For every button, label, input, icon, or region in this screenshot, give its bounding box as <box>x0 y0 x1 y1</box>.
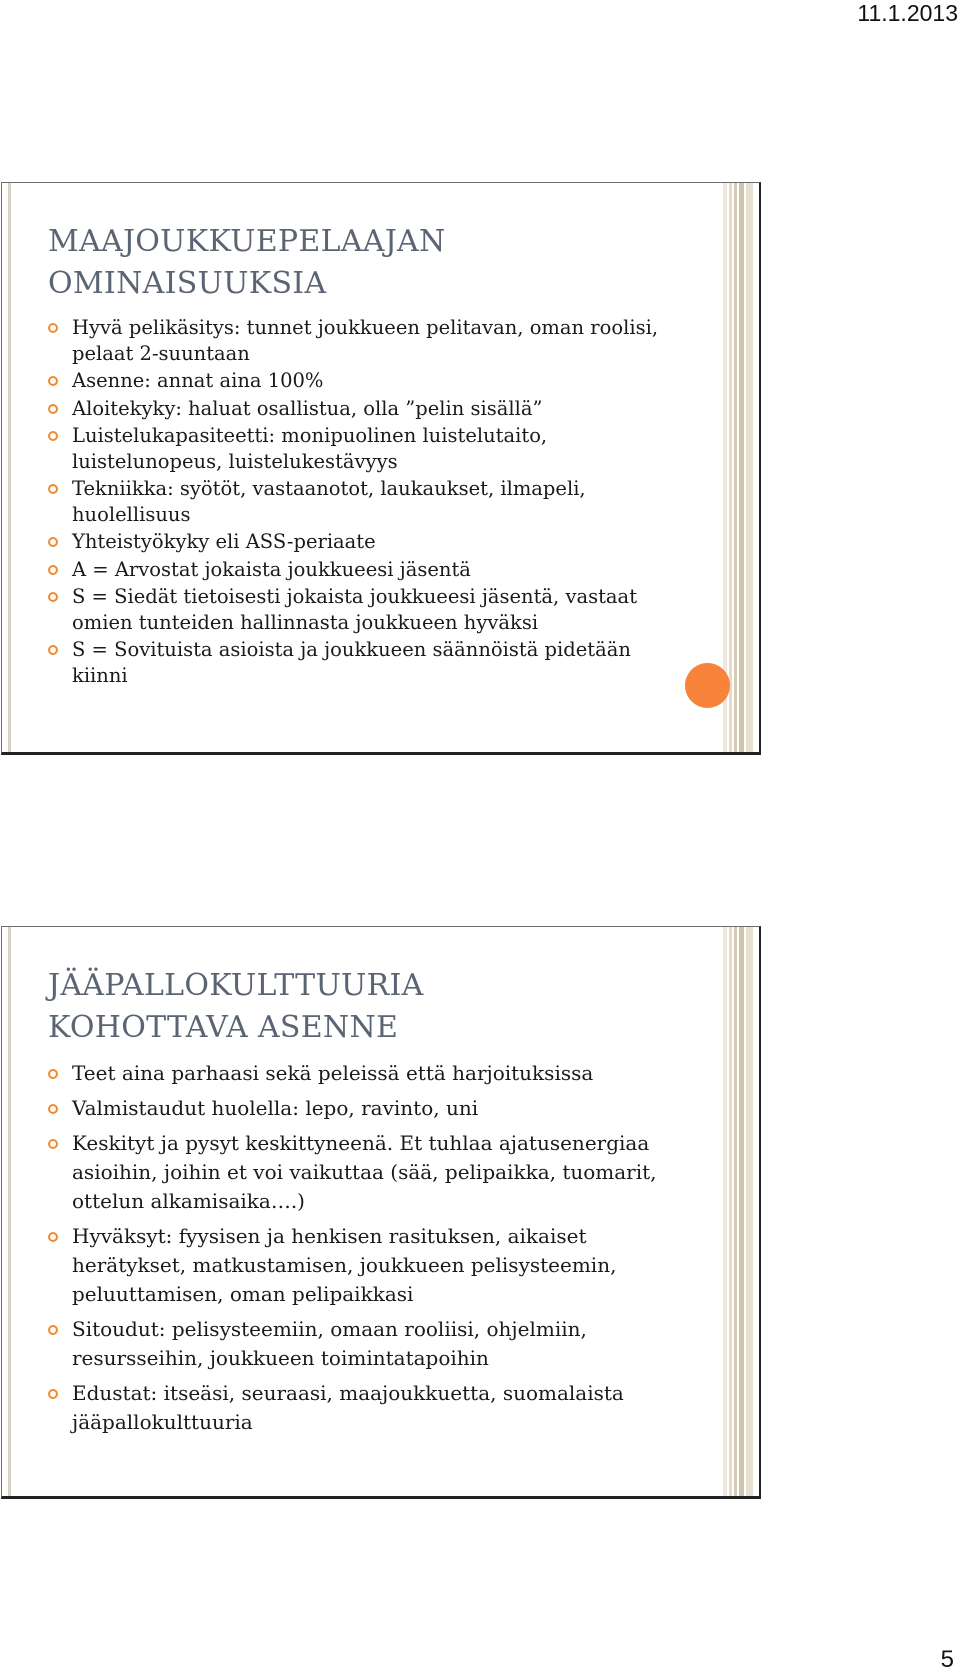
list-item <box>48 584 678 635</box>
orange-dot-icon <box>685 663 730 708</box>
decorative-stripes <box>723 927 753 1496</box>
list-item-text: Asenne: annat aina 100% <box>72 369 324 392</box>
bullet-list <box>48 1059 678 1443</box>
list-item-text: A = Arvostat jokaista joukkueesi jäsentä <box>72 557 471 581</box>
slide-title <box>48 965 688 1049</box>
list-item <box>48 557 678 583</box>
bullet-circle-icon <box>48 1389 58 1399</box>
bullet-list <box>48 315 678 690</box>
list-item <box>48 1129 678 1216</box>
bullet-circle-icon <box>48 1104 58 1114</box>
decorative-stripes <box>723 183 753 752</box>
list-item-text: Yhteistyökyky eli ASS-periaate <box>72 530 376 553</box>
list-item <box>48 1315 678 1373</box>
bullet-circle-icon <box>48 537 58 547</box>
list-item <box>48 396 678 422</box>
list-item-text: Hyvä pelikäsitys: tunnet joukkueen pelitavan, oman roolisi, pelaat 2-suuntaan <box>72 316 659 365</box>
list-item <box>48 423 678 474</box>
list-item <box>48 476 678 527</box>
list-item <box>48 637 678 688</box>
slide-2 <box>1 926 761 1499</box>
slide-title-line: JÄÄPALLOKULTTUURIA <box>48 968 424 1003</box>
list-item <box>48 1222 678 1309</box>
list-item-text: Luistelukapasiteetti: monipuolinen luistelutaito, luistelunopeus, luistelukestävyys <box>72 424 548 473</box>
bullet-circle-icon <box>48 592 58 602</box>
list-item-text: Teet aina parhaasi sekä peleissä että harjoituksissa <box>72 1061 594 1085</box>
list-item-text: Tekniikka: syötöt, vastaanotot, laukaukset, ilmapeli, huolellisuus <box>72 477 586 526</box>
list-item-text: Aloitekyky: haluat osallistua, olla ”pelin sisällä” <box>72 396 543 420</box>
bullet-circle-icon <box>48 376 58 386</box>
slide-title-line: MAAJOUKKUEPELAAJAN <box>48 224 446 259</box>
slide-title-line: OMINAISUUKSIA <box>48 266 327 301</box>
list-item-text: S = Siedät tietoisesti jokaista joukkueesi jäsentä, vastaat omien tunteiden hallinnasta joukkueen hyväksi <box>72 585 638 634</box>
slide-title-line: KOHOTTAVA ASENNE <box>48 1010 399 1045</box>
page-number: 5 <box>940 1646 954 1673</box>
list-item-text: Hyväksyt: fyysisen ja henkisen rasituksen, aikaiset herätykset, matkustamisen, joukkueen pelisysteemin, peluuttamisen, oman pelipaikkasi <box>72 1224 617 1306</box>
bullet-circle-icon <box>48 1232 58 1242</box>
bullet-circle-icon <box>48 565 58 575</box>
bullet-circle-icon <box>48 484 58 494</box>
bullet-circle-icon <box>48 1139 58 1149</box>
bullet-circle-icon <box>48 404 58 414</box>
list-item-text: Valmistaudut huolella: lepo, ravinto, uni <box>72 1096 479 1120</box>
list-item <box>48 1059 678 1088</box>
bullet-circle-icon <box>48 1069 58 1079</box>
list-item-text: Sitoudut: pelisysteemiin, omaan rooliisi, ohjelmiin, resursseihin, joukkueen toimintatapoihin <box>72 1317 587 1370</box>
bullet-circle-icon <box>48 431 58 441</box>
slide-1 <box>1 182 761 755</box>
bullet-circle-icon <box>48 1325 58 1335</box>
bullet-circle-icon <box>48 323 58 333</box>
list-item-text: Edustat: itseäsi, seuraasi, maajoukkuetta, suomalaista jääpallokulttuuria <box>72 1381 624 1434</box>
bullet-circle-icon <box>48 645 58 655</box>
list-item-text: S = Sovituista asioista ja joukkueen säännöistä pidetään kiinni <box>72 638 631 687</box>
list-item <box>48 1379 678 1437</box>
slide-title <box>48 221 688 305</box>
list-item <box>48 529 678 555</box>
list-item <box>48 368 678 394</box>
list-item <box>48 315 678 366</box>
header-date: 11.1.2013 <box>857 0 958 26</box>
list-item-text: Keskityt ja pysyt keskittyneenä. Et tuhlaa ajatusenergiaa asioihin, joihin et voi vaikuttaa (sää, pelipaikka, tuomarit, ottelun alkamisaika….) <box>72 1131 657 1213</box>
list-item <box>48 1094 678 1123</box>
